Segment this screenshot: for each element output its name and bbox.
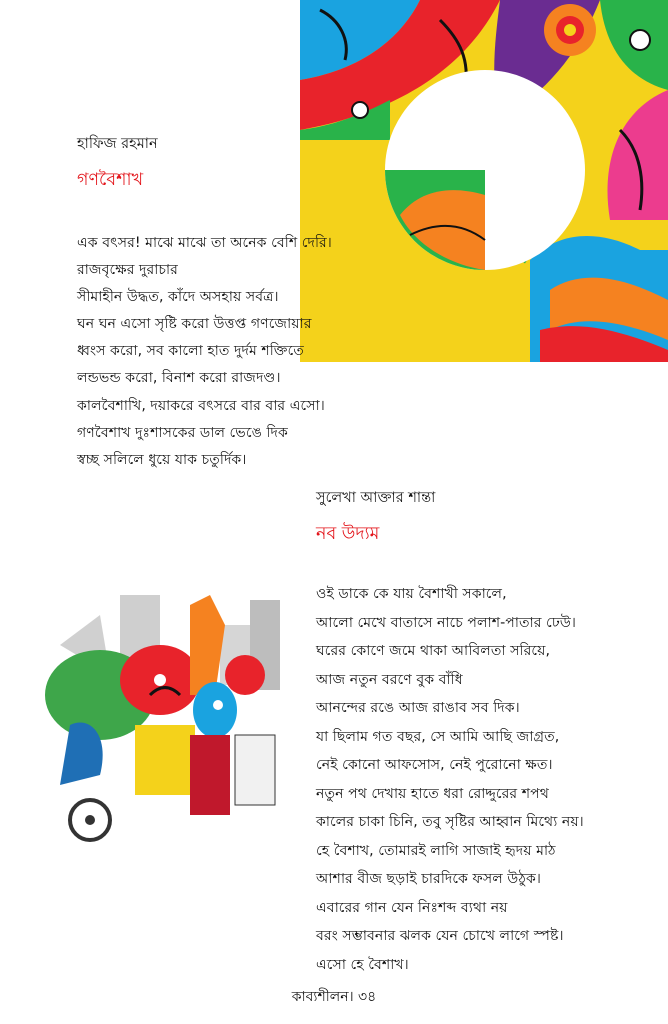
poem-line: যা ছিলাম গত বছর, সে আমি আছি জাগ্রত, bbox=[316, 728, 560, 745]
poem-author: সুলেখা আক্তার শান্তা bbox=[316, 490, 436, 506]
poem-lines bbox=[77, 230, 407, 474]
poem-line: কালের চাকা চিনি, তবু সৃষ্টির আহ্বান মিথ্যে নয়। bbox=[316, 814, 584, 830]
poem-ganaboishakh bbox=[77, 133, 407, 474]
poem-line: রাজবৃক্ষের দুরাচার bbox=[77, 262, 178, 279]
poem-author: হাফিজ রহমান bbox=[77, 136, 158, 152]
poem-line: ঘরের কোণে জমে থাকা আবিলতা সরিয়ে, bbox=[316, 643, 550, 659]
poem-line: ওই ডাকে কে যায় বৈশাখী সকালে, bbox=[316, 586, 507, 602]
poem-line: হে বৈশাখ, তোমারই লাগি সাজাই হৃদয় মাঠ bbox=[316, 842, 556, 859]
poem-line: আশার বীজ ছড়াই চারদিকে ফসল উঠুক। bbox=[316, 871, 541, 887]
poem-line: সীমাহীন উদ্ধত, কাঁদে অসহায় সর্বত্র। bbox=[77, 289, 279, 306]
poem-line: আলো মেখে বাতাসে নাচে পলাশ-পাতার ঢেউ। bbox=[316, 614, 576, 631]
poem-line: বরং সম্ভাবনার ঝলক যেন চোখে লাগে স্পষ্ট। bbox=[316, 928, 564, 944]
poem-naba-udyam bbox=[316, 487, 661, 979]
poem-title: গণবৈশাখ bbox=[77, 170, 144, 190]
poem-line: এক বৎসর! মাঝে মাঝে তা অনেক বেশি দেরি। bbox=[77, 235, 332, 251]
poem-line: নেই কোনো আফসোস, নেই পুরোনো ক্ষত। bbox=[316, 757, 553, 773]
poem-line: ঘন ঘন এসো সৃষ্টি করো উত্তপ্ত গণজোয়ার bbox=[77, 316, 312, 333]
page-footer: কাব্যশীলন। ৩৪ bbox=[291, 989, 377, 1005]
poem-line: নতুন পথ দেখায় হাতে ধরা রোদ্দুরের শপথ bbox=[316, 785, 549, 802]
poem-line: আজ নতুন বরণে বুক বাঁধি bbox=[316, 671, 463, 688]
poem-lines bbox=[316, 580, 661, 979]
poem-line: এসো হে বৈশাখ। bbox=[316, 956, 409, 973]
poem-title: নব উদ্যম bbox=[316, 524, 380, 544]
poem-line: কালবৈশাখি, দয়াকরে বৎসরে বার বার এসো। bbox=[77, 397, 325, 414]
poem-line: ধ্বংস করো, সব কালো হাত দুর্দম শক্তিতে bbox=[77, 343, 304, 360]
festival-illustration bbox=[40, 585, 290, 845]
poem-line: আনন্দের রঙে আজ রাঙাব সব দিক। bbox=[316, 700, 520, 716]
poem-line: গণবৈশাখ দুঃশাসকের ডাল ভেঙে দিক bbox=[77, 424, 288, 441]
poem-line: এবারের গান যেন নিঃশব্দ ব্যথা নয় bbox=[316, 899, 508, 916]
poem-line: লন্ডভন্ড করো, বিনাশ করো রাজদণ্ড। bbox=[77, 370, 281, 387]
poem-line: স্বচ্ছ সলিলে ধুয়ে যাক চতুর্দিক। bbox=[77, 451, 247, 468]
